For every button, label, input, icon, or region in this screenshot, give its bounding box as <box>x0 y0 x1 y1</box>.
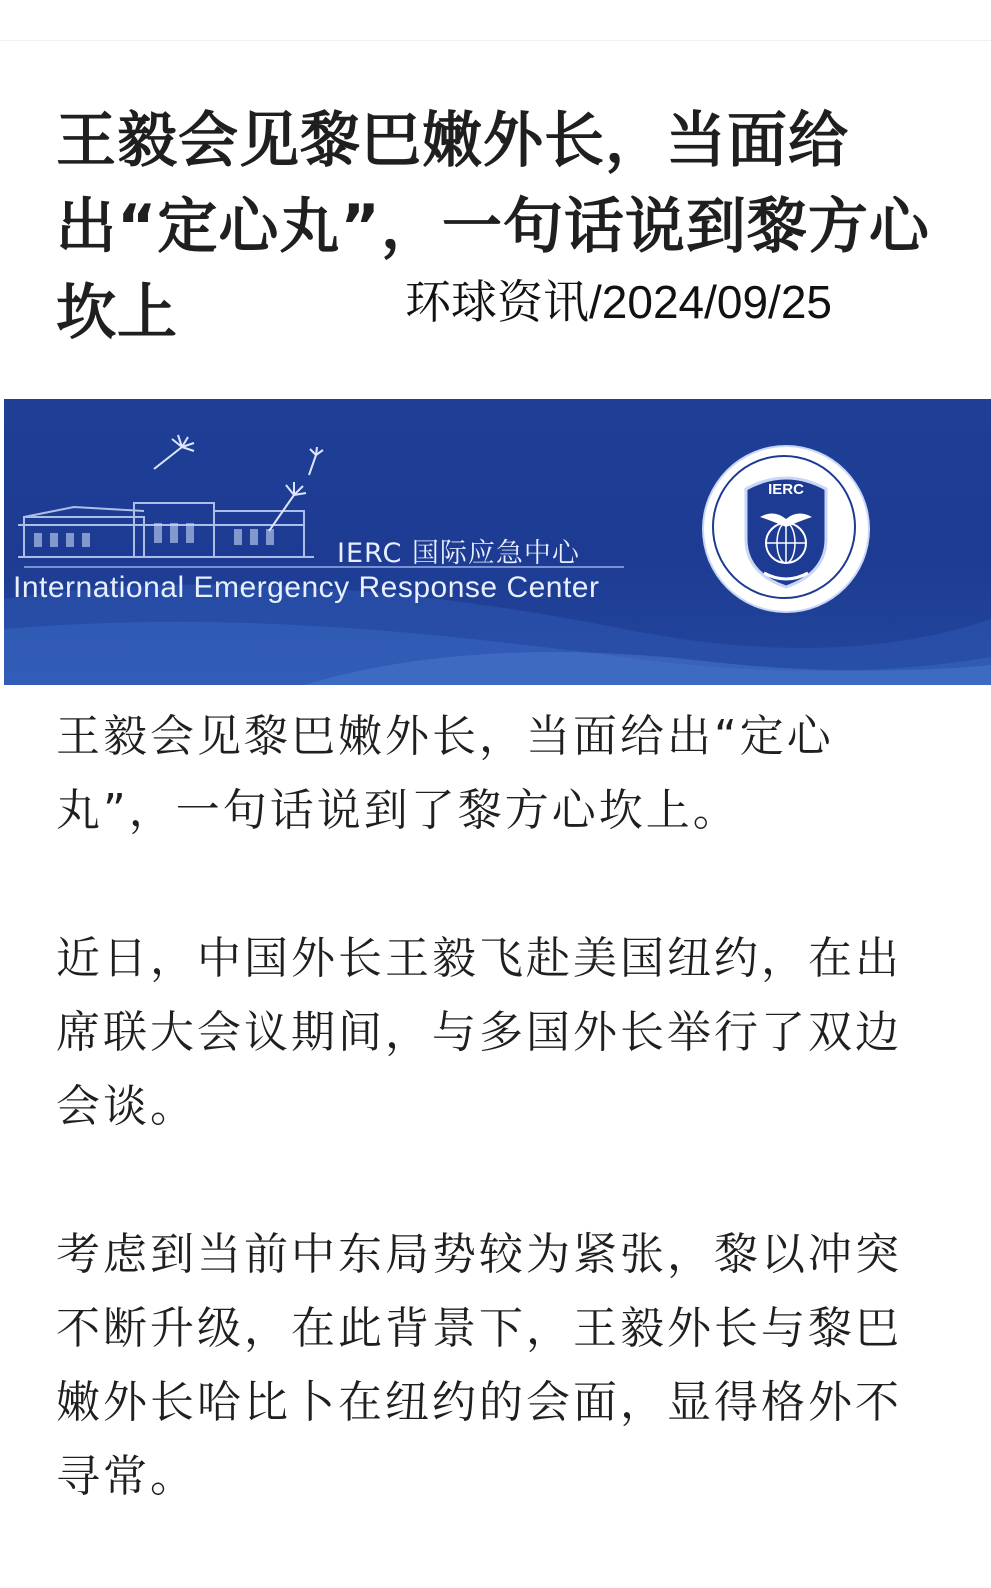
ierc-emblem <box>704 447 868 611</box>
banner-title-chinese: IERC 国际应急中心 <box>337 538 580 569</box>
paragraph: 近日，中国外长王毅飞赴美国纽约，在出席联大会议期间，与多国外长举行了双边会谈。 <box>56 933 902 1132</box>
source-date: 环球资讯/2024/09/25 <box>405 276 833 328</box>
emblem-label: IERC <box>768 481 804 498</box>
paragraph: 王毅会见黎巴嫩外长，当面给出“定心丸”，一句话说到了黎方心坎上。 <box>56 711 834 836</box>
article-body <box>56 700 936 1588</box>
top-bar <box>0 0 991 41</box>
banner-image <box>4 399 991 685</box>
article-title: 王毅会见黎巴嫩外长，当面给出“定心丸”，一句话说到黎方心坎上 <box>56 106 930 348</box>
paragraph: 考虑到当前中东局势较为紧张，黎以冲突不断升级，在此背景下，王毅外长与黎巴嫩外长哈比卜在纽约的会面，显得格外不寻常。 <box>56 1229 902 1502</box>
shield-icon <box>704 447 868 611</box>
banner-title-english: International Emergency Response Center <box>13 571 600 604</box>
